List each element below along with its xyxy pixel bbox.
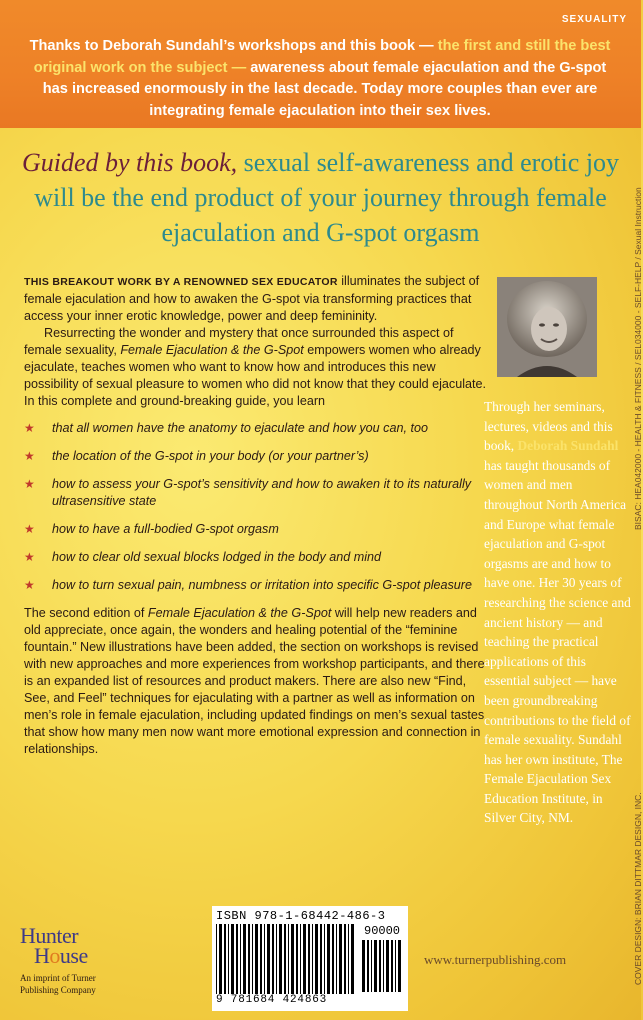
ean-number: 9 781684 424863 bbox=[216, 994, 328, 1006]
third-paragraph bbox=[24, 605, 488, 758]
list-item-text: how to assess your G-spot’s sensitivity and how to awaken it to its naturally ultrasensitive state bbox=[52, 477, 472, 508]
list-item bbox=[24, 420, 488, 437]
cover-design-credit: COVER DESIGN: BRIAN DITTMAR DESIGN, INC. bbox=[633, 792, 643, 985]
logo-house-o: o bbox=[49, 943, 60, 968]
list-item bbox=[24, 448, 488, 465]
list-item-text: how to turn sexual pain, numbness or irritation into specific G-spot pleasure bbox=[52, 578, 473, 592]
author-name: Deborah Sundahl bbox=[517, 438, 619, 454]
list-item bbox=[24, 521, 488, 538]
list-item-text: how to clear old sexual blocks lodged in the body and mind bbox=[52, 550, 382, 564]
second-paragraph bbox=[24, 325, 488, 410]
para2-book-title: Female Ejaculation & the G-Spot bbox=[120, 343, 304, 357]
imprint-text: An imprint of Turner Publishing Company bbox=[20, 973, 96, 995]
barcode bbox=[212, 906, 408, 1011]
headline-rest: sexual self-awareness and erotic joy will be the end product of your journey through female ejaculation and G-spot orgasm bbox=[34, 148, 620, 247]
bio-text-2: has taught thousands of women and men throughout North America and Europe what female ejaculation and G-spot orgasms are and how to have one. Her 30 years of researching the science and ancient history — and teaching the practical applications of this essential subject — have been groundbreaking contributions to the field of female sexuality. Sundahl has her own institute, The Female Ejaculation Sex Education Institute, in Silver City, NM. bbox=[484, 457, 631, 826]
publisher-website[interactable]: www.turnerpublishing.com bbox=[424, 952, 567, 967]
star-icon: ★ bbox=[24, 477, 35, 491]
list-item bbox=[24, 549, 488, 566]
intro-caps: THIS BREAKOUT WORK BY A RENOWNED SEX EDUCATOR bbox=[24, 276, 338, 288]
headline-lead: Guided by this book, bbox=[21, 148, 238, 177]
list-item-text: that all women have the anatomy to ejaculate and how you can, too bbox=[52, 421, 428, 435]
star-icon: ★ bbox=[24, 550, 35, 564]
list-item-text: the location of the G-spot in your body (or your partner’s) bbox=[52, 449, 369, 463]
star-icon: ★ bbox=[24, 522, 35, 536]
blurb-highlight: the first and still the best original work on the subject — bbox=[33, 38, 611, 76]
para3-book-title: Female Ejaculation & the G-Spot bbox=[147, 606, 332, 620]
publisher-logo bbox=[20, 923, 130, 996]
learn-list bbox=[24, 420, 488, 594]
blurb-text-2: awareness about female ejaculation and the G-spot has increased enormously in the last decade. Today more couples than ever are integrating female ejaculation into their sex lives. bbox=[42, 59, 607, 119]
logo-house-h: H bbox=[34, 943, 50, 968]
star-icon: ★ bbox=[24, 421, 35, 435]
star-icon: ★ bbox=[24, 578, 35, 592]
para2-text-a: Resurrecting the wonder and mystery that once surrounded this aspect of female sexuality, bbox=[24, 326, 454, 357]
logo-house-rest: use bbox=[59, 943, 88, 968]
star-icon: ★ bbox=[24, 449, 35, 463]
intro-paragraph bbox=[24, 273, 488, 325]
blurb-text-1: Thanks to Deborah Sundahl’s workshops and this book — bbox=[29, 38, 438, 54]
bio-text-1: Through her seminars, lectures, videos and this book, bbox=[484, 399, 613, 454]
bisac-codes: BISAC: HEA042000 - HEALTH & FITNESS / SEL034000 - SELF-HELP / Sexual Instruction bbox=[633, 187, 643, 530]
list-item bbox=[24, 476, 488, 510]
author-bio bbox=[484, 397, 634, 828]
para3-text-b: will help new readers and old appreciate, once again, the wonders and healing potential of the “feminine fountain.” New illustrations have been added, the section on workshops is revised with new approaches and more experiences from workshop participants, and there is an expanded list of resources and product makers. There are also new “Find, See, and Feel” techniques for ejaculating with a partner as well as information on men’s role in female ejaculation, including updated findings on men’s sexual tastes that show how many men now want more emotional expression and connection in relationships. bbox=[24, 606, 485, 756]
list-item bbox=[24, 577, 488, 594]
author-photo bbox=[497, 277, 597, 377]
para2-text-b: empowers women who already ejaculate, teaches women who want to know how and introduces this new possibility of sexual pleasure to women who did not know that they could ejaculate. In this complete and ground-breaking guide, you learn bbox=[24, 343, 487, 408]
body-text bbox=[24, 273, 488, 758]
headline bbox=[10, 145, 631, 250]
barcode-bars bbox=[216, 924, 356, 994]
intro-rest: illuminates the subject of female ejaculation and how to awaken the G-spot via transforming practices that access your inner erotic knowledge, power and deep femininity. bbox=[24, 274, 480, 323]
price-code: 90000 bbox=[364, 924, 401, 938]
para3-text-a: The second edition of bbox=[24, 606, 148, 620]
list-item-text: how to have a full-bodied G-spot orgasm bbox=[52, 522, 279, 536]
isbn-text: ISBN 978-1-68442-486-3 bbox=[216, 909, 386, 923]
category-label: SEXUALITY bbox=[561, 14, 627, 25]
logo-hunter: Hunter bbox=[20, 923, 79, 948]
price-barcode-bars bbox=[362, 940, 402, 992]
logo-house bbox=[34, 943, 130, 968]
top-blurb bbox=[20, 36, 620, 122]
